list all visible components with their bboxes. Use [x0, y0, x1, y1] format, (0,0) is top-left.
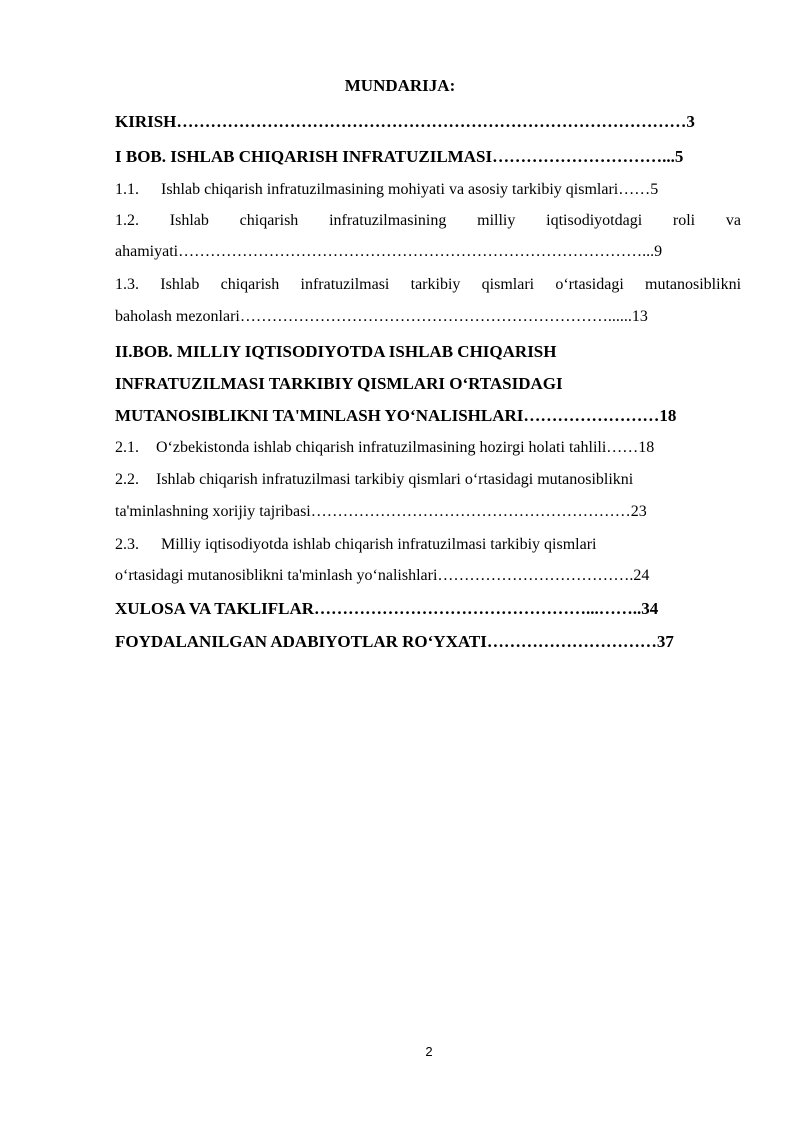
section-number: 2.2. — [115, 471, 139, 488]
toc-entry-adabiyotlar[interactable]: FOYDALANILGAN ADABIYOTLAR RO‘YXATI…………………………37 — [115, 632, 674, 651]
section-number: 1.2. — [115, 212, 139, 229]
section-number: 2.3. — [115, 536, 139, 553]
toc-entry-chapter-1[interactable]: I BOB. ISHLAB CHIQARISH INFRATUZILMASI…………………………...5 — [115, 147, 684, 166]
section-number: 1.1. — [115, 181, 139, 198]
section-number: 1.3. — [115, 276, 139, 293]
toc-entry-section-2-3[interactable] — [115, 533, 741, 557]
toc-entry-chapter-2[interactable]: II.BOB. MILLIY IQTISODIYOTDA ISHLAB CHIQARISH — [115, 342, 557, 361]
toc-entry-chapter-2-line-2[interactable]: INFRATUZILMASI TARKIBIY QISMLARI O‘RTASIDAGI — [115, 374, 563, 393]
page-title: MUNDARIJA: — [344, 76, 456, 95]
toc-entry-section-1-2-continuation[interactable]: ahamiyati……………………………………………………………………………...9 — [115, 243, 663, 260]
toc-entry-section-1-1[interactable] — [115, 178, 741, 202]
toc-entry-xulosa[interactable]: XULOSA VA TAKLIFLAR…………………………………………...……..34 — [115, 599, 659, 618]
toc-entry-section-2-2[interactable] — [115, 468, 741, 492]
section-title: Ishlab chiqarish infratuzilmasining milliy iqtisodiyotdagi roli va — [169, 212, 741, 229]
page-number: 2 — [425, 1044, 433, 1059]
section-title: O‘zbekistonda ishlab chiqarish infratuzilmasining hozirgi holati tahlili……18 — [156, 439, 655, 456]
section-number: 2.1. — [115, 439, 139, 456]
toc-entry-section-1-3-continuation[interactable]: baholash mezonlari……………………………………………………………......13 — [115, 308, 648, 325]
section-title: Ishlab chiqarish infratuzilmasining mohiyati va asosiy tarkibiy qismlari……5 — [161, 181, 659, 198]
toc-entry-section-2-3-continuation[interactable]: o‘rtasidagi mutanosiblikni ta'minlash yo‘nalishlari……………………………….24 — [115, 567, 650, 584]
section-title: Milliy iqtisodiyotda ishlab chiqarish infratuzilmasi tarkibiy qismlari — [161, 536, 597, 553]
toc-entry-section-2-2-continuation[interactable]: ta'minlashning xorijiy tajribasi……………………………………………………23 — [115, 503, 647, 520]
toc-entry-section-1-3[interactable] — [115, 273, 741, 297]
toc-entry-section-1-2[interactable] — [115, 209, 741, 233]
toc-entry-kirish[interactable]: KIRISH………………………………………………………………………………3 — [115, 112, 695, 131]
toc-entry-chapter-2-line-3[interactable]: MUTANOSIBLIKNI TA'MINLASH YO‘NALISHLARI……………………18 — [115, 406, 677, 425]
section-title: Ishlab chiqarish infratuzilmasi tarkibiy qismlari o‘rtasidagi mutanosiblikni — [156, 471, 634, 488]
section-title: Ishlab chiqarish infratuzilmasi tarkibiy qismlari o‘rtasidagi mutanosiblikni — [160, 276, 741, 293]
toc-entry-section-2-1[interactable] — [115, 436, 741, 460]
